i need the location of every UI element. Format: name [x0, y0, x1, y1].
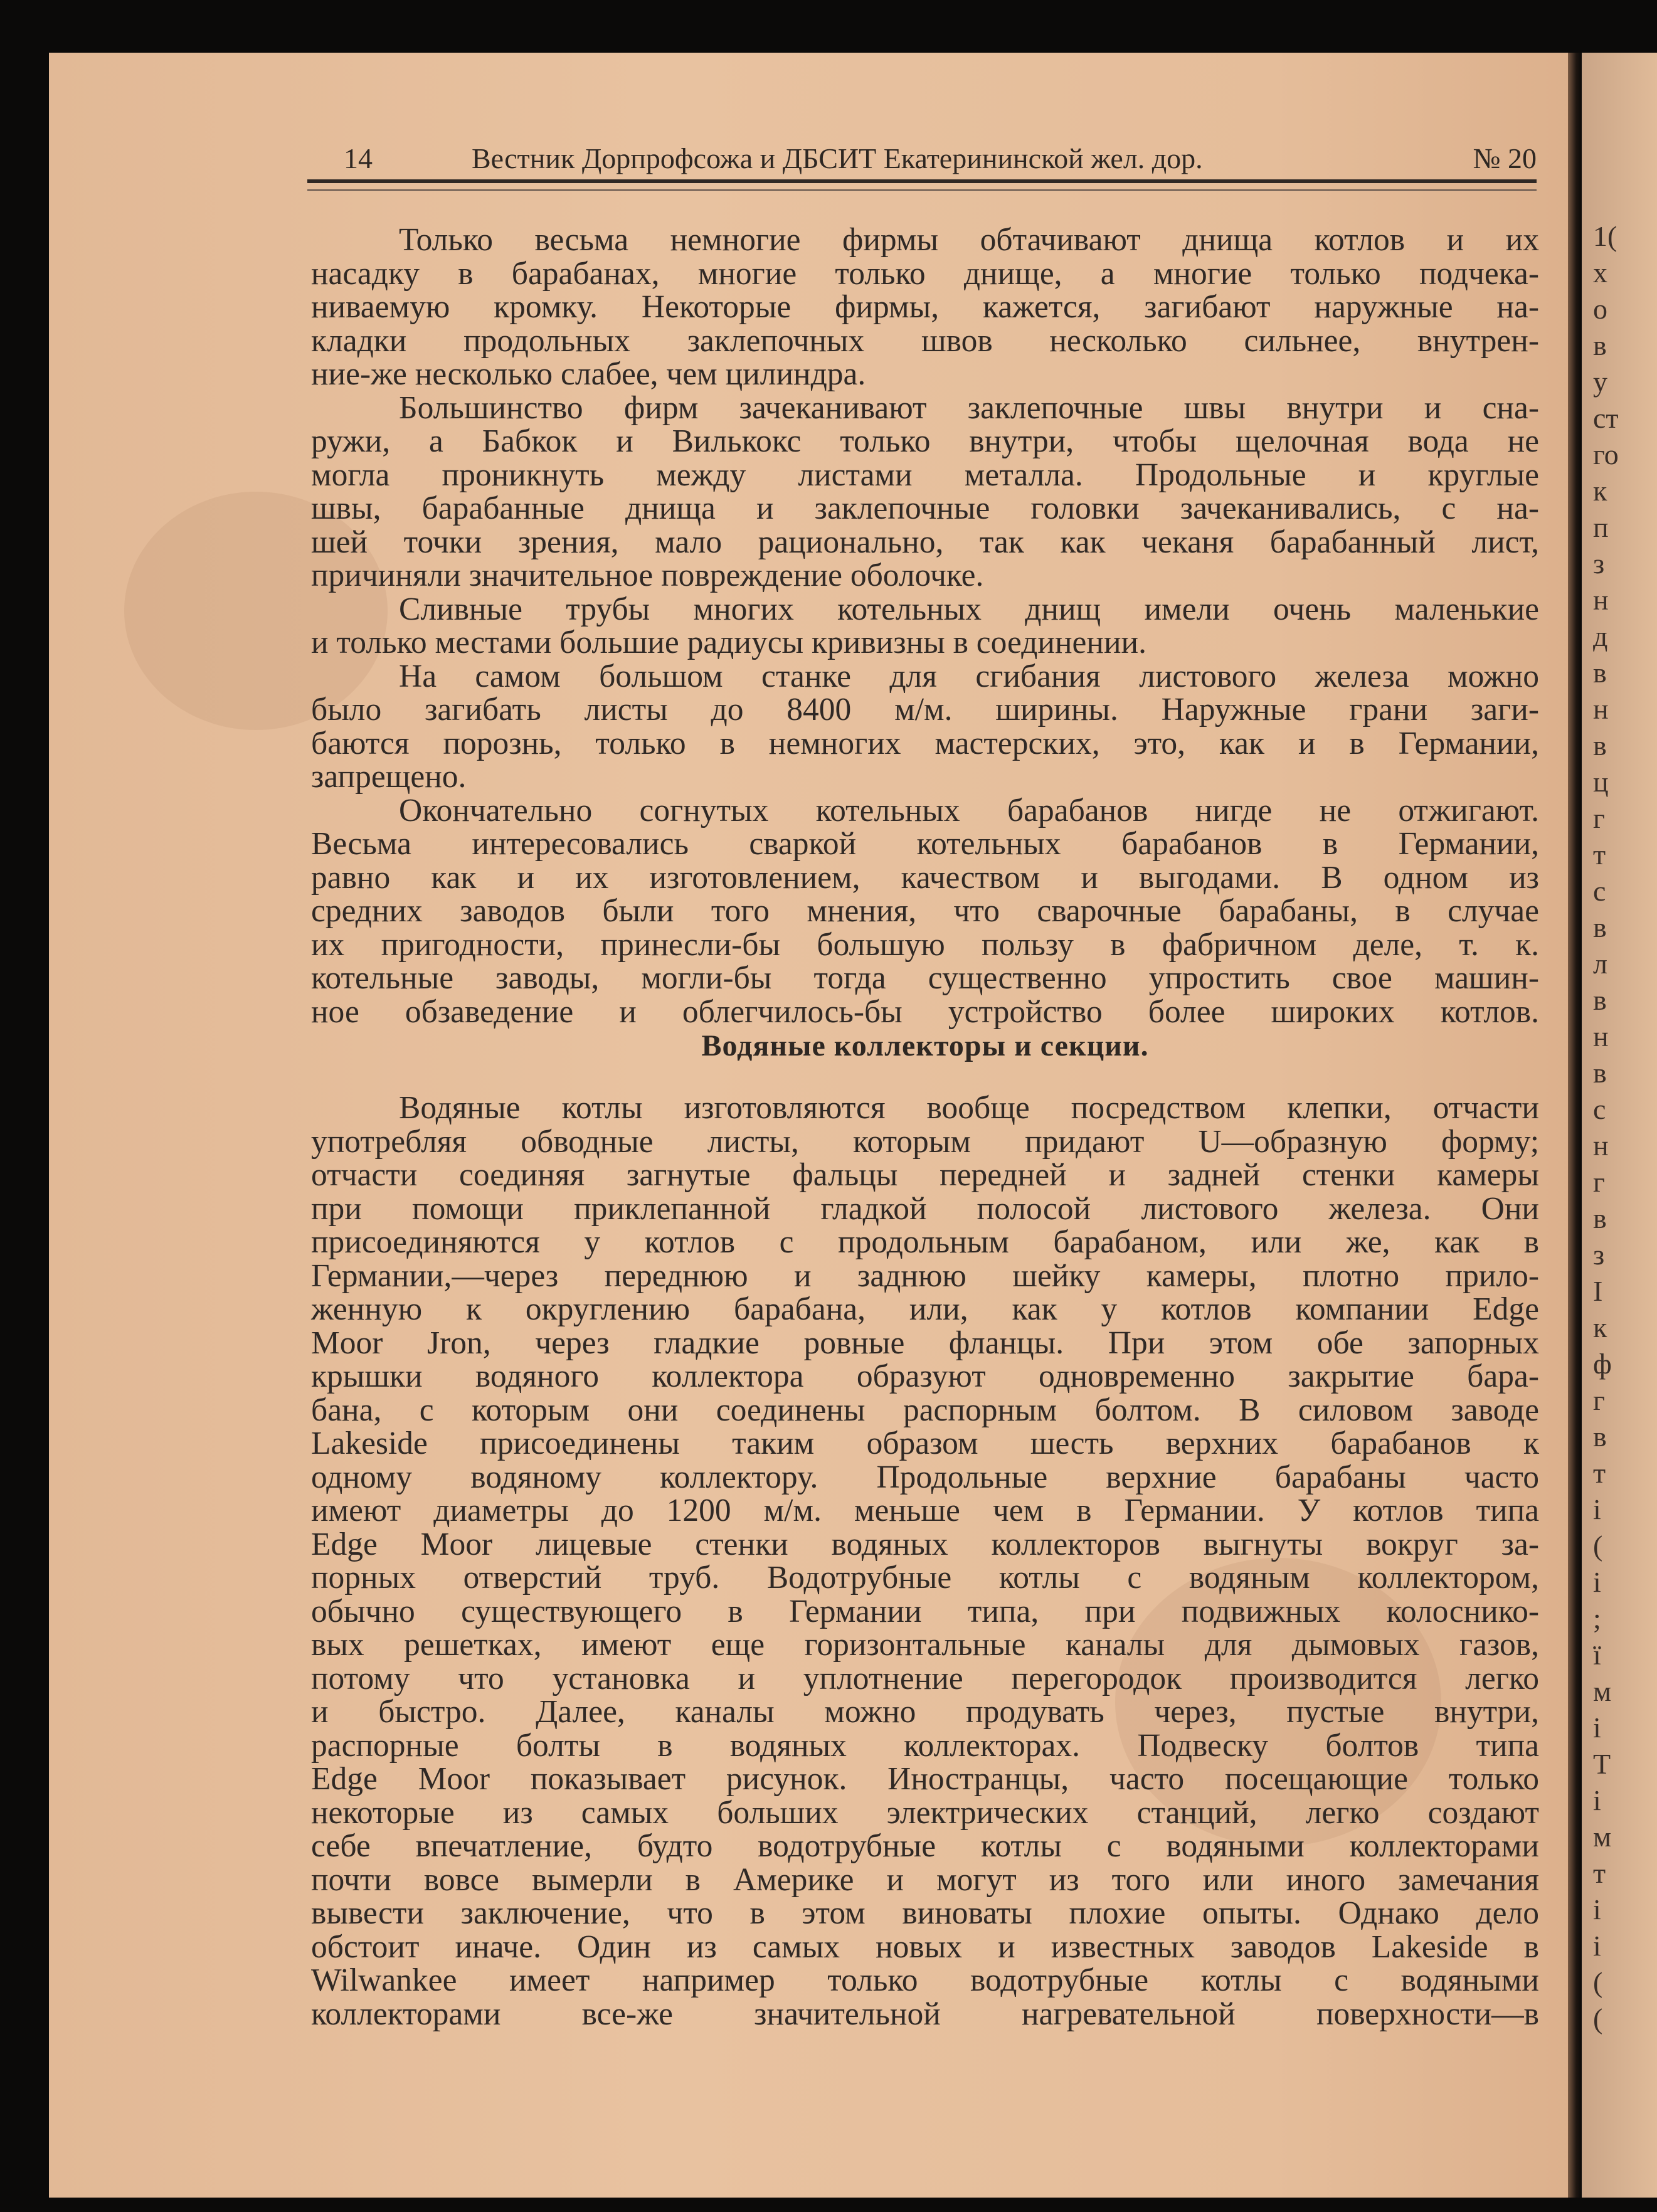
text-line: одному водяному коллектору. Продольные верхние барабаны часто	[311, 1459, 1539, 1495]
journal-title: Вестник Дорпрофсожа и ДБСИТ Екатерининской жел. дор.	[472, 142, 1203, 174]
neighbor-page-letter: х	[1593, 257, 1607, 288]
text-line: Большинство фирм зачеканивают заклепочные швы внутри и сна-	[399, 389, 1539, 426]
neighbor-page-letter: н	[1593, 1130, 1609, 1162]
neighbor-page-letter: с	[1593, 1093, 1606, 1125]
text-line: и только местами большие радиусы кривизны в соединении.	[311, 625, 1146, 660]
neighbor-page-letter: Т	[1593, 1748, 1611, 1780]
text-block-1	[311, 223, 1539, 1029]
page-number: 14	[344, 142, 373, 174]
text-line: Wilwankee имеет например только водотрубные котлы с водяными	[311, 1962, 1539, 1998]
text-line: Сливные трубы многих котельных днищ имели очень маленькие	[399, 591, 1539, 627]
neighbor-page-letter: м	[1593, 1821, 1612, 1853]
issue-number: № 20	[1473, 142, 1537, 174]
text-line: распорные болты в водяных коллекторах. Подвеску болтов типа	[311, 1727, 1539, 1764]
header-rule	[307, 179, 1537, 183]
neighbor-page-letter: у	[1593, 366, 1607, 398]
text-line: при помощи приклепанной гладкой полосой листового железа. Они	[311, 1190, 1539, 1227]
neighbor-page-letter: к	[1593, 475, 1607, 507]
neighbor-page-letter: т	[1593, 1857, 1606, 1889]
neighbor-page-letter: ї	[1593, 1639, 1601, 1671]
neighbor-page-letter: т	[1593, 1457, 1606, 1489]
text-line: Весьма интересовались сваркой котельных барабанов в Германии,	[311, 826, 1539, 862]
neighbor-page-letter: н	[1593, 1020, 1609, 1052]
text-line: ружи, а Бабкок и Вилькокс только внутри, чтобы щелочная вода не	[311, 423, 1539, 459]
neighbor-page-letter: і	[1593, 1784, 1601, 1816]
neighbor-page-edge	[1582, 53, 1657, 2198]
neighbor-page-letter: д	[1593, 620, 1608, 652]
text-line: обычно существующего в Германии типа, при подвижных колоснико-	[311, 1593, 1539, 1629]
text-line: вывести заключение, что в этом виноваты плохие опыты. Однако дело	[311, 1895, 1539, 1931]
neighbor-page-letter: л	[1593, 948, 1607, 980]
neighbor-page-letter: н	[1593, 584, 1609, 616]
text-line: обстоит иначе. Один из самых новых и известных заводов Lakeside в	[311, 1929, 1539, 1965]
text-line: коллекторами все-же значительной нагревательной поверхности—в	[311, 1996, 1539, 2032]
neighbor-page-letter: с	[1593, 875, 1606, 907]
neighbor-page-letter: г	[1593, 802, 1605, 834]
neighbor-page-letter: і	[1593, 1712, 1601, 1744]
neighbor-page-letter: і	[1593, 1893, 1601, 1925]
text-line: кладки продольных заклепочных швов несколько сильнее, внутрен-	[311, 322, 1539, 359]
text-line: На самом большом станке для сгибания листового железа можно	[399, 658, 1539, 694]
text-line: себе впечатление, будто водотрубные котлы с водяными коллекторами	[311, 1828, 1539, 1864]
neighbor-page-letter: ц	[1593, 766, 1609, 798]
text-line: отчасти соединяя загнутые фальцы передней и задней стенки камеры	[311, 1157, 1539, 1193]
neighbor-page-letter: I	[1593, 1275, 1603, 1307]
text-line: швы, барабанные днища и заклепочные головки зачеканивались, с на-	[311, 490, 1539, 526]
neighbor-page-letter: в	[1593, 1202, 1607, 1234]
text-line: Водяные котлы изготовляются вообще посредством клепки, отчасти	[399, 1090, 1539, 1126]
header-rule-thin	[307, 189, 1537, 191]
neighbor-page-letter: в	[1593, 911, 1607, 943]
neighbor-page-letter: г	[1593, 1166, 1605, 1198]
text-line: Moor Jron, через гладкие ровные фланцы. При этом обе запорных	[311, 1325, 1539, 1361]
text-line: равно как и их изготовлением, качеством и выгодами. В одном из	[311, 859, 1539, 896]
neighbor-page-letter: к	[1593, 1311, 1607, 1343]
text-line: вых решетках, имеют еще горизонтальные каналы для дымовых газов,	[311, 1627, 1539, 1663]
neighbor-page-letter: (	[1593, 1966, 1603, 1998]
text-line: и быстро. Далее, каналы можно продувать через, пустые внутри,	[311, 1694, 1539, 1730]
neighbor-page-letter: в	[1593, 329, 1607, 361]
neighbor-page-letter: і	[1593, 1566, 1601, 1598]
text-line: порных отверстий труб. Водотрубные котлы с водяным коллектором,	[311, 1560, 1539, 1595]
text-line: Edge Moor лицевые стенки водяных коллекторов выгнуты вокруг за-	[311, 1526, 1539, 1562]
text-line: употребляя обводные листы, которым придают U—образную форму;	[311, 1123, 1539, 1160]
neighbor-page-letter: н	[1593, 693, 1609, 725]
text-line: баются порознь, только в немногих мастерских, это, как и в Германии,	[311, 725, 1539, 761]
text-line: имеют диаметры до 1200 м/м. меньше чем в Германии. У котлов типа	[311, 1493, 1539, 1528]
text-line: Только весьма немногие фирмы обтачивают днища котлов и их	[399, 222, 1539, 258]
neighbor-page-letter: ;	[1593, 1602, 1601, 1634]
neighbor-page-letter: го	[1593, 438, 1619, 470]
neighbor-page-letter: ф	[1593, 1348, 1612, 1380]
text-line: потому что установка и уплотнение перегородок производится легко	[311, 1660, 1539, 1696]
running-header	[311, 142, 1542, 178]
text-line: шей точки зрения, мало рационально, так как чеканя барабанный лист,	[311, 524, 1539, 560]
neighbor-page-letter: з	[1593, 1239, 1605, 1271]
text-line: запрещено.	[311, 759, 467, 795]
neighbor-page-letter: т	[1593, 839, 1606, 871]
text-line: некоторые из самых больших электрических станций, легко создают	[311, 1794, 1539, 1831]
text-line: было загибать листы до 8400 м/м. ширины. Наружные грани заги-	[311, 692, 1539, 728]
neighbor-page-letter: в	[1593, 1057, 1607, 1089]
text-line: ное обзаведение и облегчилось-бы устройство более широких котлов.	[311, 993, 1539, 1030]
neighbor-page-letter: п	[1593, 511, 1609, 543]
text-line: насадку в барабанах, многие только днище, а многие только подчека-	[311, 255, 1539, 292]
text-line: присоединяются у котлов с продольным барабаном, или же, как в	[311, 1224, 1539, 1260]
section-heading: Водяные коллекторы и секции.	[701, 1029, 1149, 1062]
neighbor-page-letter: (	[1593, 1530, 1603, 1562]
text-line: ниваемую кромку. Некоторые фирмы, кажется, загибают наружные на-	[311, 289, 1539, 325]
neighbor-page-letter: в	[1593, 729, 1607, 761]
text-line: средних заводов были того мнения, что сварочные барабаны, в случае	[311, 893, 1539, 929]
neighbor-page-letter: в	[1593, 984, 1607, 1016]
neighbor-page-letter: ст	[1593, 402, 1619, 434]
text-line: бана, с которым они соединены распорным болтом. В силовом заводе	[311, 1392, 1539, 1428]
neighbor-page-letter: о	[1593, 293, 1607, 325]
neighbor-page-letter: в	[1593, 1421, 1607, 1453]
neighbor-page-letter: і	[1593, 1493, 1601, 1525]
neighbor-page-letter: 1(	[1593, 220, 1617, 252]
text-line: котельные заводы, могли-бы тогда существенно упростить свое машин-	[311, 960, 1539, 996]
text-line: женную к округлению барабана, или, как у котлов компании Edge	[311, 1291, 1539, 1327]
book-spine	[1568, 53, 1582, 2198]
text-line: ние-же несколько слабее, чем цилиндра.	[311, 356, 866, 392]
text-line: причиняли значительное повреждение оболочке.	[311, 558, 984, 593]
text-line: Окончательно согнутых котельных барабанов нигде не отжигают.	[399, 792, 1539, 828]
text-line: крышки водяного коллектора образуют одновременно закрытие бара-	[311, 1358, 1539, 1394]
text-line: почти вовсе вымерли в Америке и могут из того или иного замечания	[311, 1861, 1539, 1898]
text-line: Edge Moor показывает рисунок. Иностранцы, часто посещающие только	[311, 1761, 1539, 1797]
neighbor-page-letter: г	[1593, 1384, 1605, 1416]
text-line: Lakeside присоединены таким образом шесть верхних барабанов к	[311, 1426, 1539, 1461]
neighbor-page-letter: з	[1593, 548, 1605, 579]
neighbor-page-letter: в	[1593, 657, 1607, 689]
neighbor-page-letter: (	[1593, 2003, 1603, 2035]
text-line: их пригодности, принесли-бы большую пользу в фабричном деле, т. к.	[311, 926, 1539, 963]
neighbor-page-letter: і	[1593, 1930, 1601, 1962]
neighbor-page-letter: м	[1593, 1675, 1612, 1707]
text-line: Германии,—через переднюю и заднюю шейку камеры, плотно прило-	[311, 1257, 1539, 1294]
text-block-2	[311, 1091, 1539, 2031]
text-line: могла проникнуть между листами металла. Продольные и круглые	[311, 457, 1539, 493]
